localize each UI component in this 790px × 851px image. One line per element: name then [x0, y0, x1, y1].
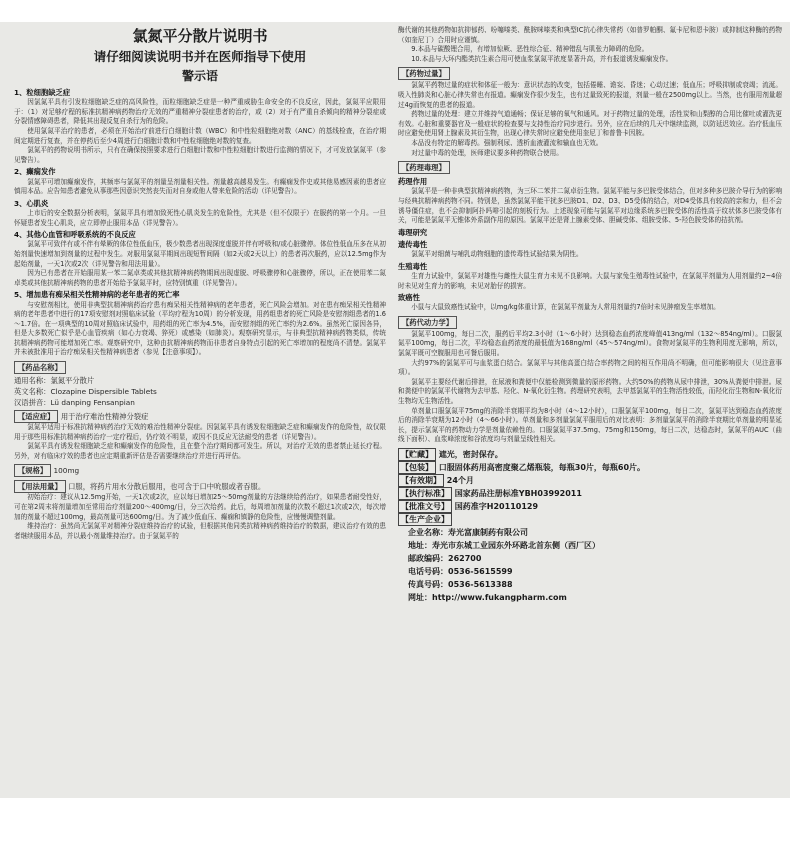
indication-header	[14, 410, 386, 423]
warning-5-text: 与安慰剂相比，使用非典型抗精神病药治疗患有痴呆相关性精神病的老年患者，死亡风险会增加。对在患有痴呆相关性精神病的老年患者中进行的17项安慰剂对照临床试验（平均疗程为10周）的分析发现，用药组患者的死亡风险是安慰剂组患者的1.6～1.7倍。在一项典型的10周对照临床试验中，用药组的死亡率为4.5%，而安慰剂组的死亡率约为2.6%。虽然死亡原因各异，但是大多数死亡似乎是心血管疾病（如心力衰竭、猝死）或感染（如肺炎）。观察研究显示，与非典型抗精神病药物类似，传统抗精神病药物可能增加死亡率。观察研究中，这种由抗精神病药物而非患者自身特点引起的死亡率增加的程度尚不清楚。氯氮平并未被批准用于治疗痴呆相关性精神病患者（参见【注意事项】）。	[14, 300, 386, 357]
manufacturer-block	[398, 526, 782, 604]
usage-header	[14, 480, 386, 493]
pharmacokinetics-text: 单剂量口服氯氮平75mg的消除半衰期平均为8小时（4～12小时），口服氯氮平100mg，每日二次，氯氮平达到稳态血药浓度后的消除半衰期为12小时（4～66小时）。单剂量和多剂量氯氮平服用后的对比表明：多剂量氯氮平的消除半衰期比单剂量的明显延长，提示氯氮平的药物动力学是剂量依赖性的。口服氯氮平37.5mg、75mg和150mg，每日二次，达稳态时，氯氮平的AUC（曲线下面积）、血浆峰浓度和谷浓度均与剂量呈线性相关。	[398, 406, 782, 444]
product-info-row	[398, 513, 782, 526]
left-column	[14, 26, 386, 794]
info-key: 【有效期】	[398, 474, 444, 487]
overdose-label: 【药物过量】	[398, 67, 450, 80]
info-key: 【生产企业】	[398, 513, 452, 526]
field-key: 地址：	[408, 541, 432, 551]
info-value: 遮光，密封保存。	[438, 450, 503, 460]
right-column	[398, 26, 782, 794]
overdose-text: 对过量中毒的处理，医师建议要多种药物联合使用。	[411, 148, 563, 157]
reproductive-toxicity-text: 生育力试验中，氯氮平对雄性与雌性大鼠生育力未见不良影响。大鼠与家兔生殖毒性试验中，在氯氮平剂量为人用剂量约2~4倍时未见对生育力的影响，未见对胎仔的损害。	[398, 271, 782, 290]
carcinogenicity-heading: 致癌性	[398, 293, 420, 303]
warning-1-heading: 1、粒细胞缺乏症	[14, 88, 71, 97]
field-value: 寿光市东城工业园东外环路北首东侧（西厂区）	[432, 541, 600, 551]
field-key: 电话号码：	[408, 567, 448, 577]
field-value: 寿光富康制药有限公司	[448, 528, 528, 538]
field-key: 通用名称：	[14, 376, 51, 386]
indication-label: 【适应症】	[14, 410, 58, 423]
pharmacokinetics-label: 【药代动力学】	[398, 316, 457, 329]
usage-text: 维持治疗：虽然尚无氯氮平对精神分裂症维持治疗的试验，但根据其他同类抗精神病药维持治疗的数据，建议治疗有效的患者继续服用本品，并以最小剂量维持治疗。由于氯氮平的	[14, 522, 386, 540]
field-value: 0536-5613388	[448, 580, 513, 590]
spec-row	[14, 464, 386, 477]
overdose-text: 氯氮平药物过量的症状和体征一般为：意识状态的改变，包括倦睡、谵妄、昏迷；心动过速；低血压；呼吸抑制或衰竭；流涎。吸入性肺炎和心脏心律失常也有报道。癫痫发作很少发生，也有过量致死的报道，剂量一般在2500mg以上。当然，也有服用剂量超过4g而恢复的患者的报道。	[398, 81, 782, 109]
field-key: 邮政编码：	[408, 554, 448, 564]
interaction-text: 酶代谢的其他药物如抗抑郁药、吩噻嗪类、酰胺咪嗪类和典型IC抗心律失常药（如普罗帕酮、氟卡尼和恩卡胺）或抑制这种酶的药物（如奎尼丁）合用时应谨慎。	[398, 26, 782, 44]
pharmacokinetics-text: 大约97%的氯氮平可与血浆蛋白结合。氯氮平与其他高蛋白结合率药物之间的相互作用尚不明确，但可能影响很大（见注意事项）。	[398, 358, 782, 377]
warning-5-heading: 5、增加患有痴呆相关性精神病的老年患者的死亡率	[14, 290, 180, 300]
manufacturer-row	[408, 539, 782, 552]
warning-2-heading: 2、癫痫发作	[14, 167, 56, 177]
pharmacology-label: 【药理毒理】	[398, 161, 450, 174]
manufacturer-row	[408, 526, 782, 539]
field-key: 汉语拼音：	[14, 398, 51, 408]
pharmacokinetics-text: 氯氮平100mg，每日二次，服药后平均2.3小时（1～6小时）达到稳态血药浓度峰值413ng/ml（132～854ng/ml）。口服氯氮平100mg，每日二次，平均稳态血药浓度的最低值为168ng/ml（45～574ng/ml）。食物对氯氮平的生物利用度无影响，所以，氯氮平既可空腹服用也可餐后服用。	[398, 329, 782, 358]
interaction-text: 9.本品与碳酸锂合用，有增加惊厥、恶性综合征、精神错乱与肌张力障碍的危险。	[411, 45, 649, 54]
manufacturer-row	[408, 552, 782, 565]
carcinogenicity-text: 小鼠与大鼠致癌性试验中，以mg/kg体重计算，在氯氮平剂量为人常用剂量约7倍时未见肿瘤发生率增加。	[411, 303, 720, 312]
manufacturer-row	[408, 578, 782, 591]
pharmacology-heading: 药理作用	[398, 177, 428, 187]
indication-text: 氯氮平具有诱发粒细胞缺乏症和癫痫发作的危险性，且在整个治疗期间都可发生。所以，对治疗无效的患者禁止延长疗程。另外，对有临床疗效的患者也应定期重新评估是否需要继续治疗并进行再评估。	[14, 442, 386, 460]
document-subtitle: 请仔细阅读说明书并在医师指导下使用	[93, 49, 307, 64]
usage-text: 初始治疗：建议从12.5mg开始，一天1次或2次，应以每日增加25～50mg剂量的方法继续给药治疗，如果患者耐受性好，可在第2周末将剂量增加至常用治疗剂量200～400mg/日，分三次给药。此后，每周增加剂量的次数不超过1次或2次，每次增加的剂量不超过100mg，最高剂量可达600mg/日。为了减少低血压、癫痫和镇静的危险性，应慢慢调整剂量。	[14, 493, 386, 521]
warning-4-text: 氯氮平可致伴有或不伴有晕厥的体位性低血压，极少数患者出现深度虚脱并伴有呼吸和/或心脏骤停。体位性低血压多在从初始剂量快速增加到剂量的过程中发生。对服用氯氮平期间出现短暂间隔（如2天或2天以上）的患者再次服药，应以12.5mg作为起始剂量，一天1次或2次（详见警告和用法用量）。	[14, 240, 386, 268]
field-key: 传真号码：	[408, 580, 448, 590]
reproductive-toxicity-heading: 生殖毒性	[398, 261, 428, 271]
field-value: 262700	[448, 554, 482, 564]
pharmacokinetics-text: 氯氮平主要经代谢后排泄，在尿液和粪便中仅能检测到微量的原形药物。大约50%的药物从尿中排泄，30%从粪便中排泄。尿和粪便中的氯氮平代谢物为去甲基、羟化、N-氧化衍生物。药理研究表明，去甲基氯氮平的生物活性较低，而羟化衍生物和N-氧化衍生物均无生物活性。	[398, 377, 782, 406]
warning-title: 警示语	[181, 69, 218, 83]
overdose-text: 药物过量的处理：建立并维持气道通畅；保证足够的氧气和通风。对于药物过量的处理，活性炭和山梨醇的合用比催吐或灌洗更有效。心脏和重要器官及一般症状的检查要与支持性治疗同步进行。另外，应在后续的几天中继续监测，以防延迟效应。治疗低血压时应避免使用肾上腺素及其衍生物，出现心律失常时应避免使用奎尼丁和普鲁卡因胺。	[398, 110, 782, 138]
indication-headline: 用于治疗难治性精神分裂症	[60, 412, 149, 422]
field-value: http://www.fukangpharm.com	[432, 593, 567, 603]
warning-4-text: 因为已有患者在开始服用某一苯二氮卓类或其他抗精神病药物期间出现虚脱、呼吸骤停和心脏骤停，所以，正在使用苯二氮卓类或其他抗精神病药物的患者开始给予氯氮平时，应特别慎重（详见警告）。	[14, 269, 386, 287]
overdose-text: 本品没有特定的解毒药。强制利尿、透析血液灌流和输血也无效。	[411, 138, 603, 147]
info-value: 国家药品注册标准YBH03992011	[454, 489, 582, 499]
product-info-row	[398, 474, 782, 487]
warning-1-text: 使用氯氮平治疗的患者，必须在开始治疗前进行白细胞计数（WBC）和中性粒细胞绝对数（ANC）的基线检查，在治疗期间定期进行复查，并在停药后至少4周进行白细胞计数和中性粒细胞绝对数的复查。	[14, 126, 386, 145]
manufacturer-row	[408, 565, 782, 578]
info-key: 【批准文号】	[398, 500, 452, 513]
genotoxicity-text: 氯氮平对细菌与哺乳动物细胞的遗传毒性试验结果为阴性。	[411, 250, 583, 259]
genotoxicity-heading: 遗传毒性	[398, 239, 428, 249]
field-key: 网址：	[408, 593, 432, 603]
product-info-row	[398, 500, 782, 513]
drug-name-row	[14, 386, 386, 397]
field-value: Lü danping Fensanpian	[50, 398, 135, 408]
product-info-row	[398, 448, 782, 461]
warning-1-text: 因氯氮平具有引发粒细胞缺乏症的高风险性，而粒细胞缺乏症是一种严重威胁生命安全的不良反应，因此，氯氮平应限用于：（1）对足够疗程的标准抗精神病药物治疗无效的严重精神分裂症患者的治疗，或（2）对于有严重自杀倾向的精神分裂症或分裂情感障碍患者，降低其出现反复自杀行为的危险。	[14, 98, 386, 126]
warning-3-heading: 3、心肌炎	[14, 198, 49, 208]
warning-4-heading: 4、其他心血管和呼吸系统的不良反应	[14, 230, 136, 240]
field-value: 氯氮平分散片	[50, 376, 95, 386]
toxicology-heading: 毒理研究	[398, 227, 428, 237]
manufacturer-row	[408, 591, 782, 604]
product-info-row	[398, 461, 782, 474]
product-info-row	[398, 487, 782, 500]
info-value: 口服固体药用高密度聚乙烯瓶装，每瓶30片，每瓶60片。	[438, 463, 646, 473]
field-value: 0536-5615599	[448, 567, 513, 577]
document-title: 氯氮平分散片说明书	[132, 27, 268, 45]
field-key: 企业名称：	[408, 528, 448, 538]
spec-label: 【规格】	[14, 464, 51, 477]
usage-headline: 口服，将药片用水分散后服用，也可含于口中吮服或者吞服。	[68, 482, 266, 492]
drug-name-row	[14, 375, 386, 386]
interaction-text: 10.本品与大环内酯类抗生素合用可使血浆氯氮平浓度显著升高，并有报道诱发癫痫发作。	[411, 54, 673, 63]
info-key: 【贮藏】	[398, 448, 436, 461]
pharmacology-text: 氯氮平是一种非典型抗精神病药物，为三环二苯并二氮卓衍生物。氯氮平能与多巴胺受体结合，但对多种多巴胺介导行为的影响与经典抗精神病药物不同。特别是，虽然氯氮平能干扰多巴胺D1、D2、D3、D5受体的结合，对D4受体具有较高的亲和力，但不会诱导僵住症，也不会抑制阿扑吗啡引起的刻板行为。上述现象可能与氯氮平对边缘系统多巴胺受体的活性高于纹状体多巴胺受体有关，可能是氯氮平无锥体外系副作用的原因。氯氮平还是肾上腺素受体、胆碱受体、组胺受体、5-羟色胺受体的拮抗剂。	[398, 187, 782, 225]
field-value: Clozapine Dispersible Tablets	[50, 387, 157, 397]
info-value: 国药准字H20110129	[454, 502, 539, 512]
warning-1-text: 氯氮平的药物说明书所示，只有在确保按照要求进行白细胞计数和中性粒细胞计数进行监测的情况下，才可发放氯氮平（参见警告）。	[14, 146, 386, 164]
info-value: 24个月	[446, 476, 474, 486]
indication-text: 氯氮平适用于标准抗精神病药治疗无效的难治性精神分裂症。因氯氮平具有诱发粒细胞缺乏症和癫痫发作的危险性，故仅限用于那些用标准抗精神病药治疗一定疗程后，仍疗效不明显，或因不良反应无法耐受的患者（详见警告）。	[14, 423, 386, 441]
product-info-list	[398, 448, 782, 526]
warning-2-text: 氯氮平可增加癫痫发作，其频率与氯氮平的剂量呈剂量相关性。剂量越高越易发生。有癫痫发作史或其他易感因素的患者应慎用本品。应告知患者避免从事那些因意识突然丧失而对自身或他人带来危险的活动（详见警告）。	[14, 177, 386, 196]
leaflet-sheet	[0, 22, 790, 798]
info-key: 【包装】	[398, 461, 436, 474]
warning-3-text: 上市后的安全数据分析表明，氯氮平具有增加致死性心肌炎发生的危险性，尤其是（但不仅限于）在服药的第一个月。一旦怀疑患者发生心肌炎，应立即停止服用本品（详见警告）。	[14, 208, 386, 227]
field-key: 英文名称：	[14, 387, 51, 397]
drug-name-row	[14, 397, 386, 408]
info-key: 【执行标准】	[398, 487, 452, 500]
spec-value: 100mg	[53, 466, 80, 476]
usage-label: 【用法用量】	[14, 480, 66, 493]
drug-name-rows	[14, 375, 386, 408]
drug-name-label: 【药品名称】	[14, 361, 66, 374]
